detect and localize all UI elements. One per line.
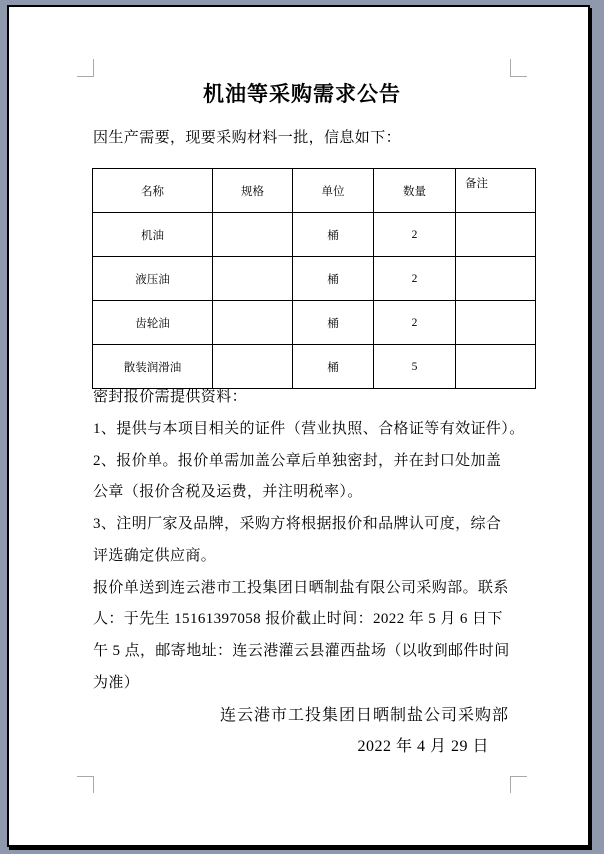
margin-mark-top-left (77, 59, 94, 77)
cell-qty: 2 (374, 301, 456, 345)
cell-note (456, 213, 536, 257)
cell-name: 液压油 (93, 257, 213, 301)
body-line: 为准） (93, 674, 140, 691)
header-spec: 规格 (213, 169, 293, 213)
body-line: 公章（报价含税及运费，并注明税率）。 (93, 484, 363, 501)
signature-line: 连云港市工投集团日晒制盐公司采购部 (219, 706, 509, 724)
body-line: 3、注明厂家及品牌，采购方将根据报价和品牌认可度，综合 (93, 516, 502, 532)
cell-unit: 桶 (293, 257, 374, 301)
body-line: 人：于先生 15161397058 报价截止时间：2022 年 5 月 6 日下 (93, 611, 503, 628)
table-row (93, 257, 536, 301)
cell-note (456, 257, 536, 301)
table-header-row (93, 169, 536, 213)
body-line: 1、提供与本项目相关的证件（营业执照、合格证等有效证件）。 (93, 420, 525, 437)
cell-spec (213, 257, 293, 301)
cell-note (456, 301, 536, 345)
document-page (7, 5, 590, 847)
cell-spec (213, 301, 293, 345)
cell-spec (213, 213, 293, 257)
header-note: 备注 (456, 169, 536, 213)
header-qty: 数量 (374, 169, 456, 213)
document-title: 机油等采购需求公告 (203, 82, 401, 106)
cell-qty: 2 (374, 257, 456, 301)
body-line: 午 5 点，邮寄地址：连云港灌云县灌西盐场（以收到邮件时间 (93, 643, 510, 659)
cell-name: 齿轮油 (93, 301, 213, 345)
body-line: 密封报价需提供资料： (93, 389, 248, 405)
cell-qty: 5 (374, 345, 456, 389)
header-name: 名称 (93, 169, 213, 213)
cell-unit: 桶 (293, 301, 374, 345)
margin-mark-bottom-left (77, 776, 94, 793)
intro-paragraph: 因生产需要，现要采购材料一批，信息如下： (93, 130, 402, 146)
body-line: 评选确定供应商。 (93, 547, 217, 564)
table-row (93, 213, 536, 257)
table-row (93, 301, 536, 345)
margin-mark-bottom-right (510, 776, 527, 793)
cell-name: 散装润滑油 (93, 345, 213, 389)
date-line: 2022 年 4 月 29 日 (357, 738, 489, 756)
margin-mark-top-right (510, 59, 527, 77)
cell-unit: 桶 (293, 345, 374, 389)
header-unit: 单位 (293, 169, 374, 213)
body-line: 报价单送到连云港市工投集团日晒制盐有限公司采购部。联系 (93, 579, 509, 596)
cell-unit: 桶 (293, 213, 374, 257)
cell-name: 机油 (93, 213, 213, 257)
body-line: 2、报价单。报价单需加盖公章后单独密封，并在封口处加盖 (93, 452, 502, 469)
cell-qty: 2 (374, 213, 456, 257)
procurement-items-table (92, 168, 536, 389)
body-paragraphs (93, 382, 525, 763)
